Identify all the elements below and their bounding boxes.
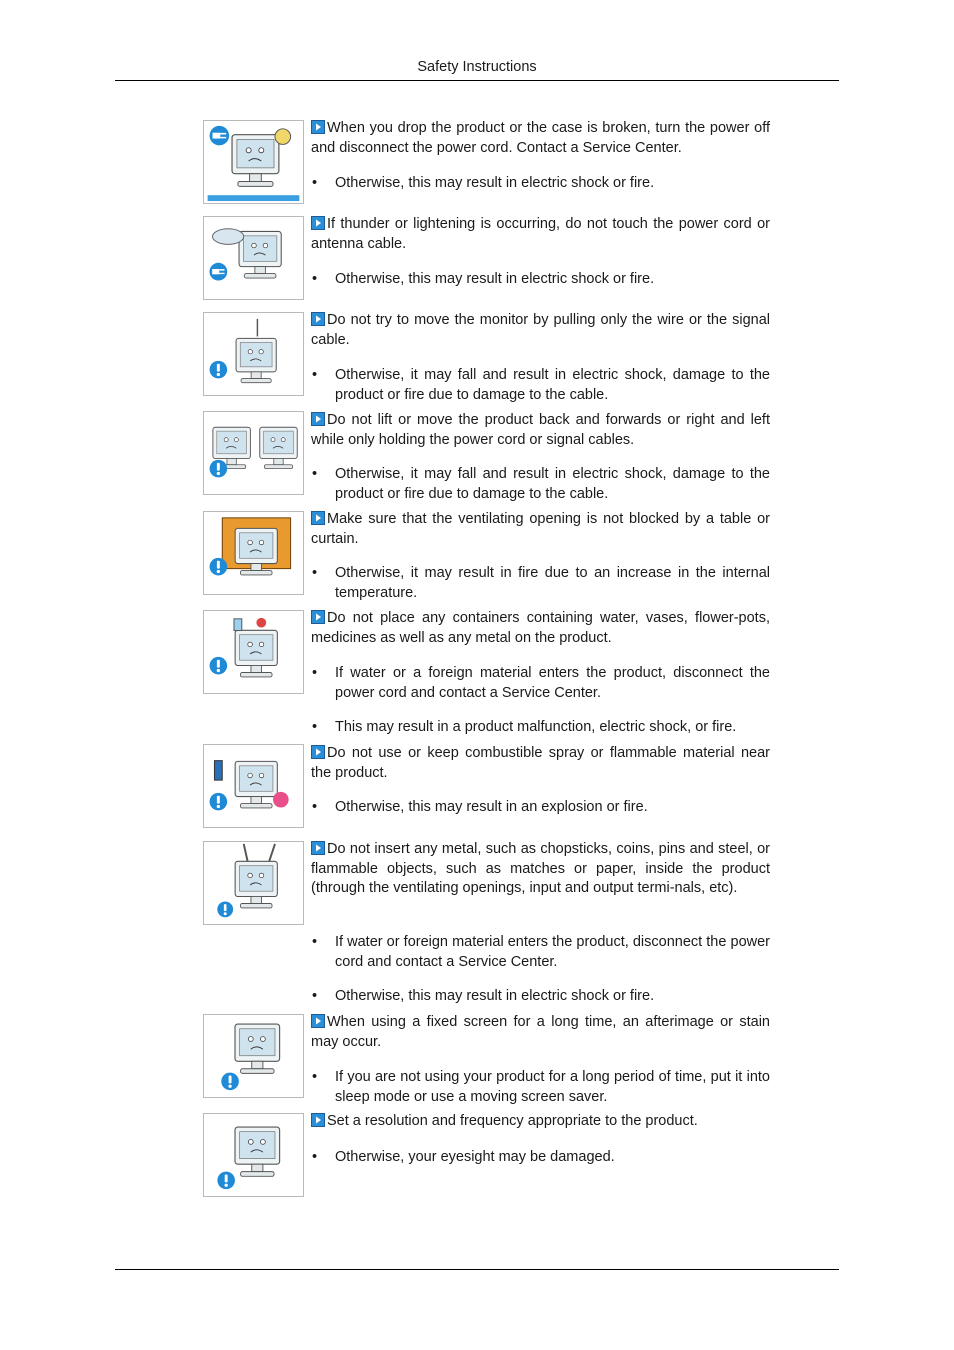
arrow-bullet-icon bbox=[311, 745, 325, 759]
lift-cords-illustration bbox=[203, 411, 304, 495]
section-1-text: When you drop the product or the case is broken, turn the power off and disconnect the power cord. Contact a Service Center. bbox=[311, 120, 770, 156]
section-6-bullet-2: • This may result in a product malfunction, electric shock, or fire. bbox=[312, 719, 737, 735]
section-6-bullet-1: • If water or a foreign material enters the product, disconnect the power cord and contact a Service Center. bbox=[312, 665, 770, 701]
pull-wire-illustration bbox=[203, 312, 304, 396]
section-2-text: If thunder or lightening is occurring, do not touch the power cord or antenna cable. bbox=[311, 216, 770, 252]
resolution-illustration bbox=[203, 1113, 304, 1197]
section-4-bullet-1: • Otherwise, it may fall and result in electric shock, damage to the product or fire due to damage to the cable. bbox=[312, 466, 770, 502]
page-header-title: Safety Instructions bbox=[417, 59, 537, 75]
section-3-bullet-1: • Otherwise, it may fall and result in electric shock, damage to the product or fire due to damage to the cable. bbox=[312, 367, 770, 403]
afterimage-illustration bbox=[203, 1014, 304, 1098]
section-5-text: Make sure that the ventilating opening is not blocked by a table or curtain. bbox=[311, 511, 770, 547]
arrow-bullet-icon bbox=[311, 511, 325, 525]
spray-illustration bbox=[203, 744, 304, 828]
drop-product-illustration bbox=[203, 120, 304, 204]
section-5-bullet-1: • Otherwise, it may result in fire due to an increase in the internal temperature. bbox=[312, 565, 770, 601]
section-1-bullet-1: • Otherwise, this may result in electric shock or fire. bbox=[312, 175, 655, 191]
arrow-bullet-icon bbox=[311, 610, 325, 624]
section-8-bullet-2: • Otherwise, this may result in electric shock or fire. bbox=[312, 988, 655, 1004]
insert-metal-illustration bbox=[203, 841, 304, 925]
containers-illustration bbox=[203, 610, 304, 694]
arrow-bullet-icon bbox=[311, 216, 325, 230]
section-8-text: Do not insert any metal, such as chopsticks, coins, pins and steel, or flammable objects, such as matches or paper, inside the product (through the ventilating openings, input and output termi-nals, etc). bbox=[311, 841, 770, 896]
section-9-text: When using a fixed screen for a long time, an afterimage or stain may occur. bbox=[311, 1014, 770, 1050]
section-2-bullet-1: • Otherwise, this may result in electric shock or fire. bbox=[312, 271, 655, 287]
footer-rule bbox=[115, 1269, 839, 1270]
section-3-text: Do not try to move the monitor by pulling only the wire or the signal cable. bbox=[311, 312, 770, 348]
arrow-bullet-icon bbox=[311, 412, 325, 426]
section-8-bullet-1: • If water or foreign material enters the product, disconnect the power cord and contact a Service Center. bbox=[312, 934, 770, 970]
arrow-bullet-icon bbox=[311, 1113, 325, 1127]
arrow-bullet-icon bbox=[311, 312, 325, 326]
arrow-bullet-icon bbox=[311, 1014, 325, 1028]
header-rule bbox=[115, 80, 839, 81]
section-9-bullet-1: • If you are not using your product for a long period of time, put it into sleep mode or use a moving screen saver. bbox=[312, 1069, 770, 1105]
section-4-text: Do not lift or move the product back and forwards or right and left while only holding the power cord or signal cables. bbox=[311, 412, 770, 448]
section-10-bullet-1: • Otherwise, your eyesight may be damaged. bbox=[312, 1149, 615, 1165]
section-7-text: Do not use or keep combustible spray or flammable material near the product. bbox=[311, 745, 770, 781]
arrow-bullet-icon bbox=[311, 841, 325, 855]
ventilation-illustration bbox=[203, 511, 304, 595]
section-7-bullet-1: • Otherwise, this may result in an explosion or fire. bbox=[312, 799, 648, 815]
section-10-text: Set a resolution and frequency appropriate to the product. bbox=[311, 1112, 770, 1132]
section-6-text: Do not place any containers containing water, vases, flower-pots, medicines as well as any metal on the product. bbox=[311, 610, 770, 646]
arrow-bullet-icon bbox=[311, 120, 325, 134]
thunder-illustration bbox=[203, 216, 304, 300]
